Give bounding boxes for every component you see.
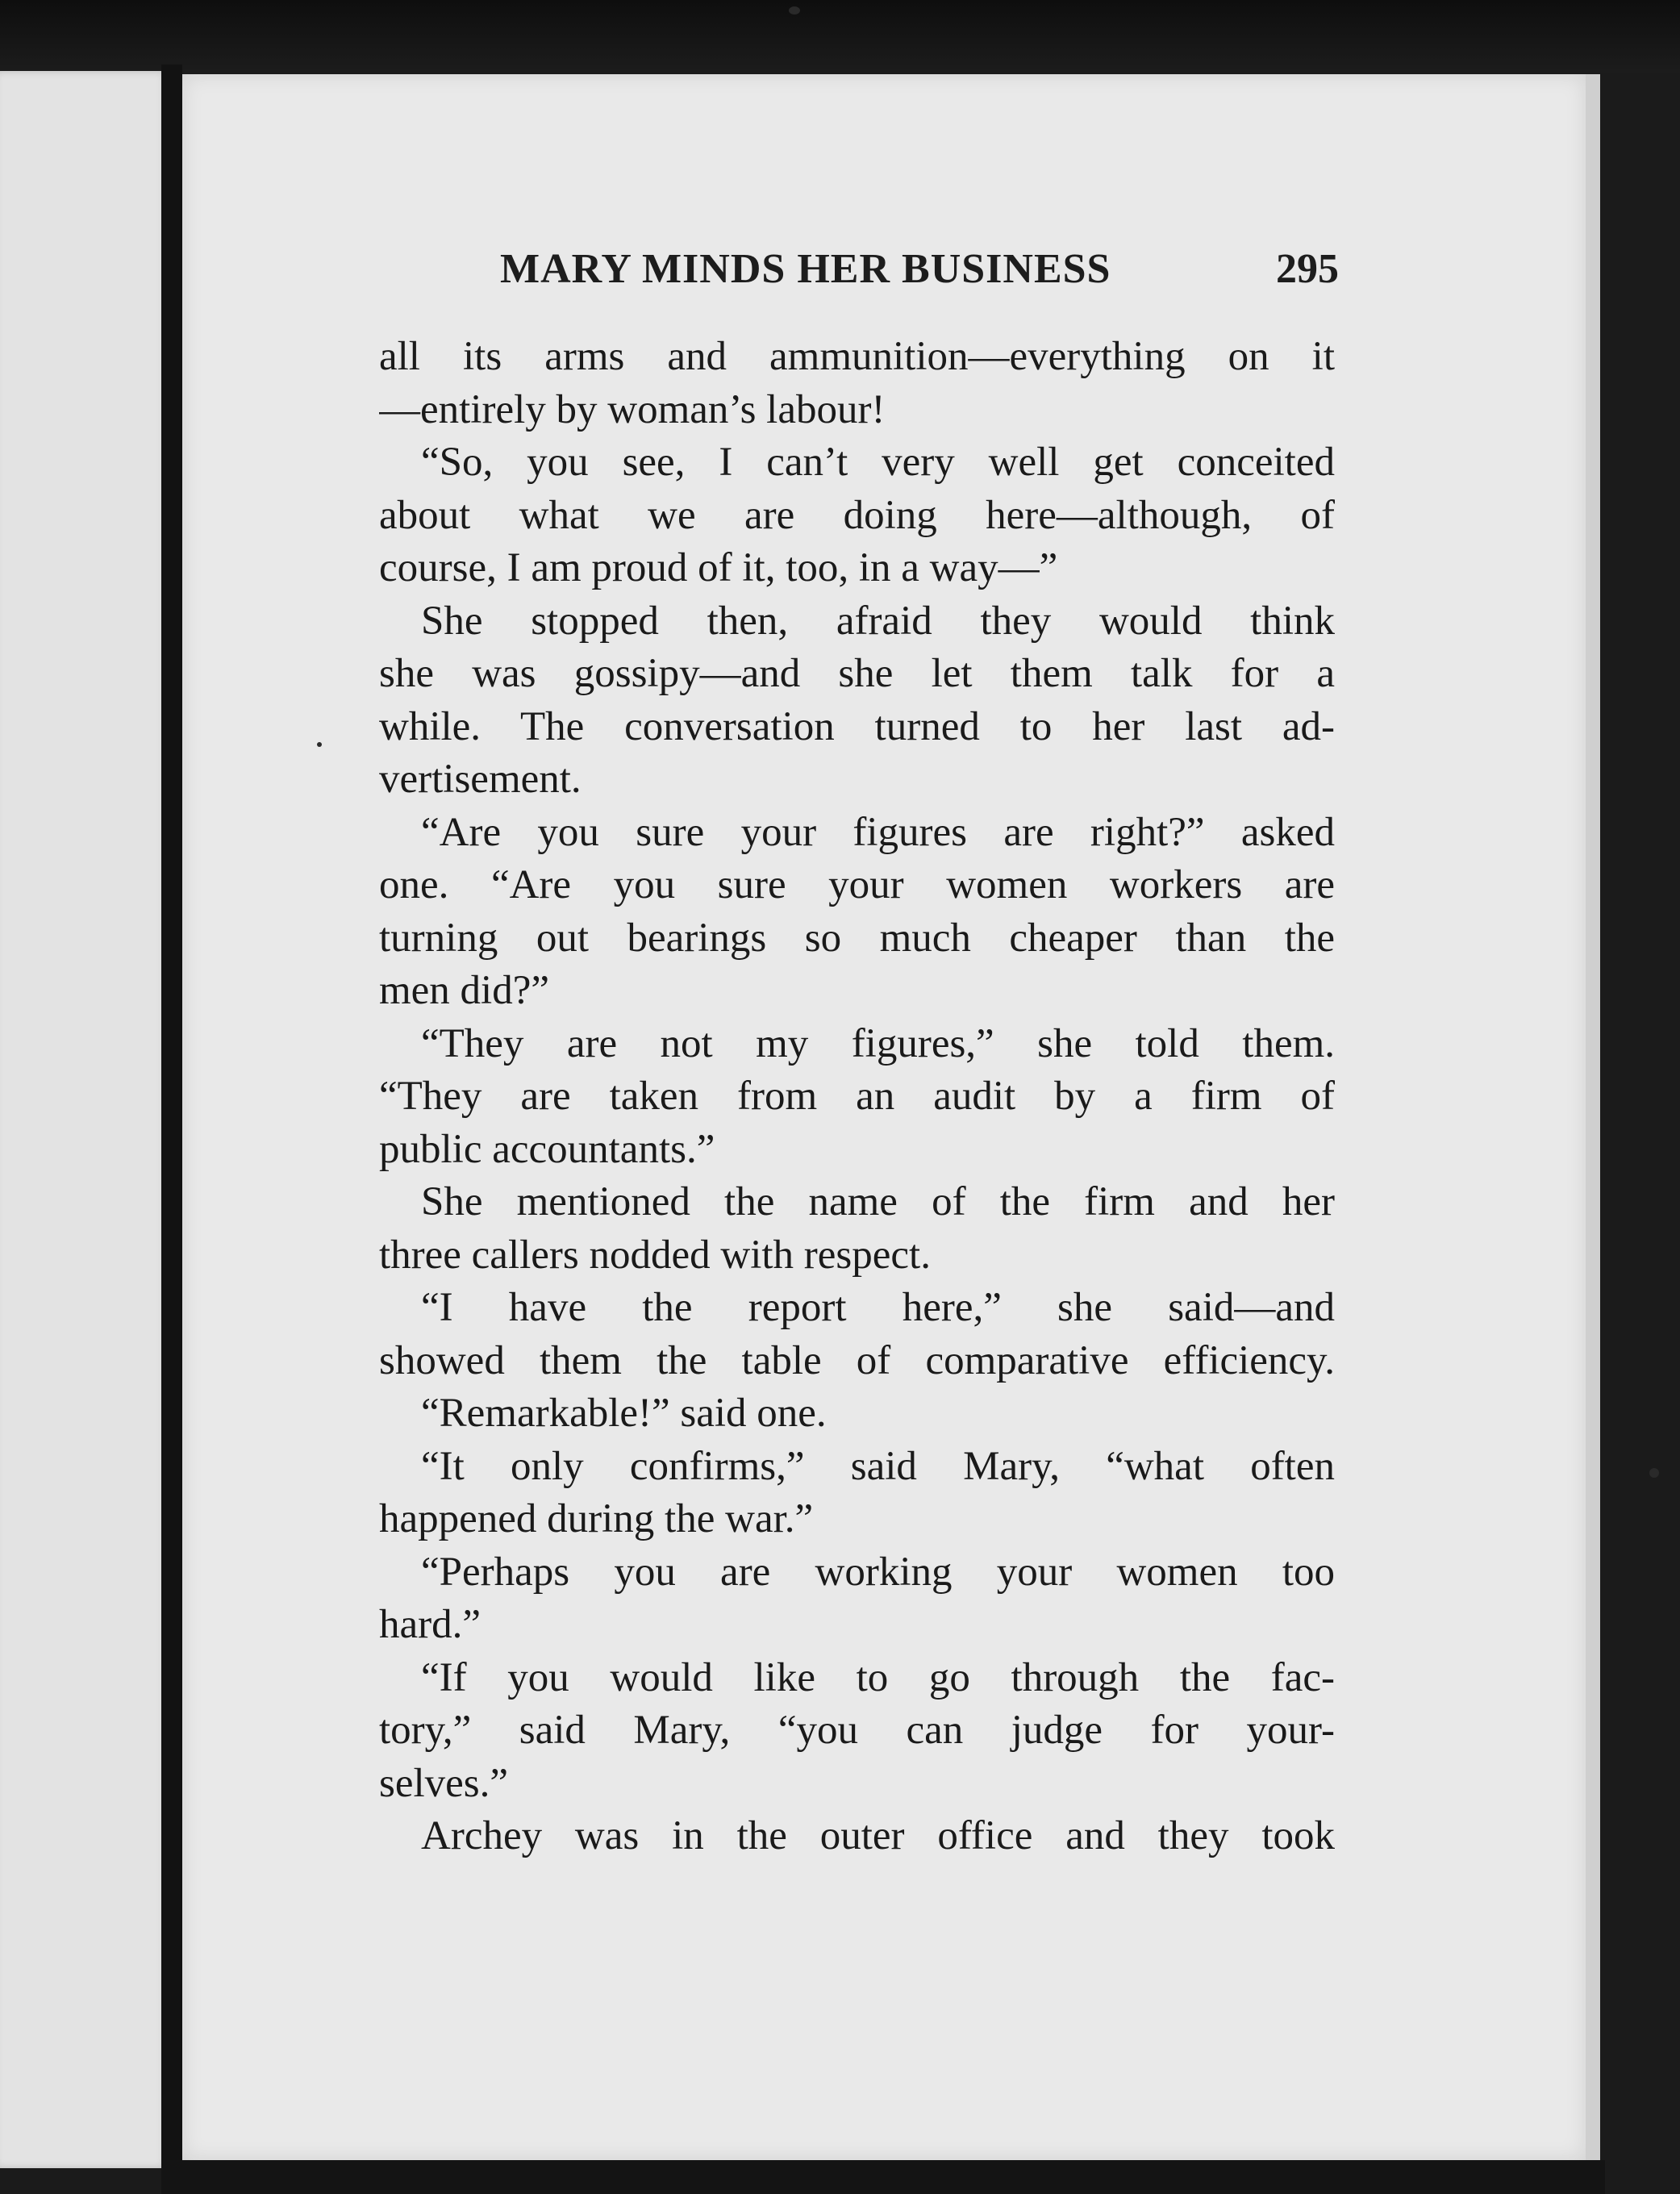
scan-top-border: [0, 0, 1680, 73]
text-line: she was gossipy—and she let them talk for a: [379, 651, 1335, 696]
text-line: while. The conversation turned to her last ad-: [379, 703, 1335, 749]
text-line: “Remarkable!” said one.: [421, 1391, 827, 1436]
text-line: one. “Are you sure your women workers are: [379, 862, 1335, 907]
scan-speck: [317, 742, 322, 747]
facing-page-edge: [0, 71, 169, 2168]
text-line: “Are you sure your figures are right?” asked: [421, 809, 1335, 855]
text-line: “Perhaps you are working your women too: [421, 1549, 1335, 1595]
text-line: vertisement.: [379, 757, 582, 802]
text-line: “If you would like to go through the fac-: [421, 1654, 1335, 1700]
text-line: about what we are doing here—although, of: [379, 492, 1335, 538]
text-line: “It only confirms,” said Mary, “what often: [421, 1443, 1335, 1489]
text-line: showed them the table of comparative efficiency.: [379, 1337, 1335, 1383]
text-line: tory,” said Mary, “you can judge for your-: [379, 1708, 1335, 1753]
page-fore-edge: [1586, 74, 1600, 2160]
text-line: turning out bearings so much cheaper than the: [379, 915, 1335, 961]
text-line: course, I am proud of it, too, in a way—”: [379, 545, 1058, 590]
scan-speck: [789, 6, 800, 15]
text-line: —entirely by woman’s labour!: [379, 386, 886, 432]
text-line: public accountants.”: [379, 1126, 715, 1172]
page-header: [500, 234, 1339, 307]
text-line: She mentioned the name of the firm and her: [421, 1179, 1335, 1224]
text-line: all its arms and ammunition—everything on it: [379, 334, 1335, 379]
text-line: “They are not my figures,” she told them.: [421, 1020, 1335, 1066]
text-line: Archey was in the outer office and they took: [421, 1813, 1335, 1858]
text-line: happened during the war.”: [379, 1496, 814, 1541]
page-number: 295: [1276, 246, 1339, 292]
scan-speck: [1649, 1468, 1659, 1478]
text-line: She stopped then, afraid they would think: [421, 598, 1335, 644]
text-line: “So, you see, I can’t very well get conceited: [421, 440, 1335, 485]
text-line: men did?”: [379, 968, 549, 1013]
text-line: selves.”: [379, 1760, 509, 1806]
scan-bottom-border: [161, 2160, 1605, 2194]
book-gutter: [161, 65, 182, 2178]
body-text: [379, 331, 1335, 1863]
text-line: “They are taken from an audit by a firm of: [379, 1074, 1335, 1119]
text-line: “I have the report here,” she said—and: [421, 1285, 1335, 1330]
text-line: three callers nodded with respect.: [379, 1232, 931, 1278]
running-title: MARY MINDS HER BUSINESS: [500, 246, 1111, 292]
text-line: hard.”: [379, 1602, 481, 1647]
